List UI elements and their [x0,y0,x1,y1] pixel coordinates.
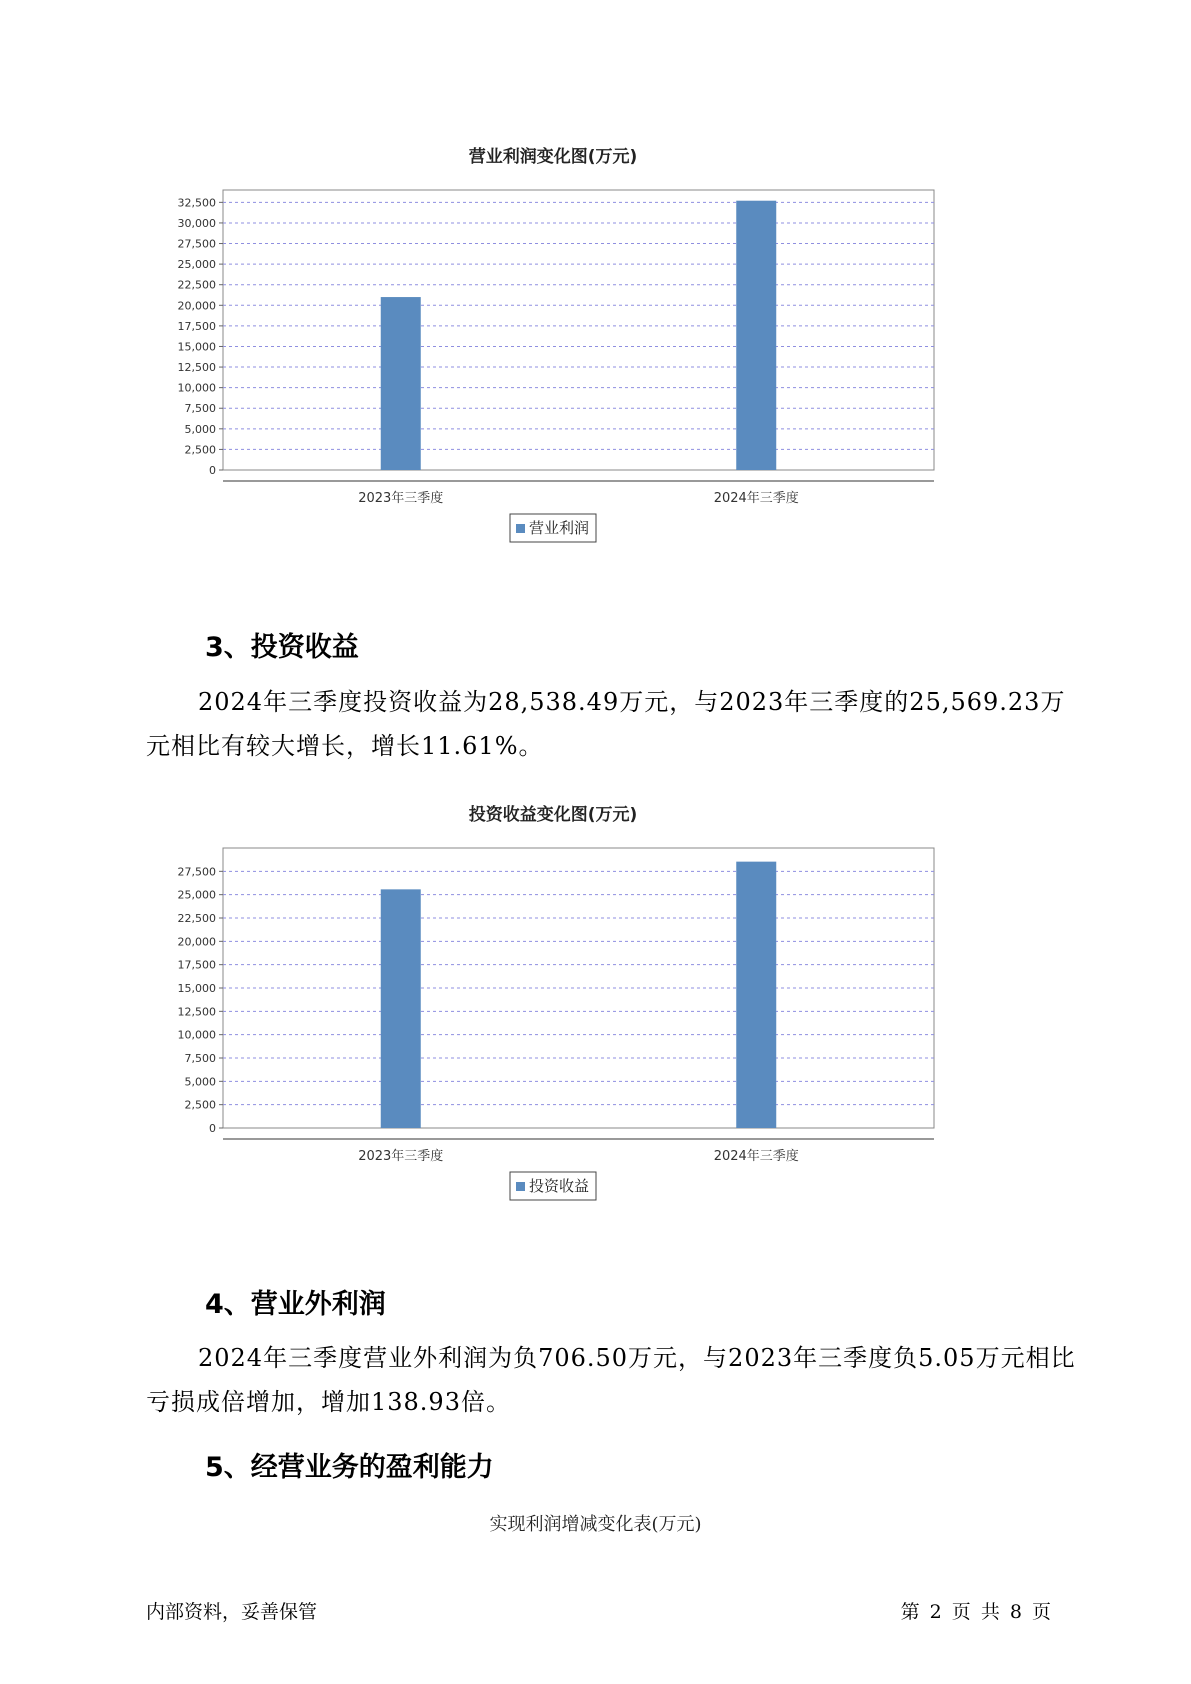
y-tick-label: 10,000 [177,1028,216,1042]
y-tick-label: 25,000 [177,258,216,272]
y-tick-label: 0 [209,464,216,477]
y-tick-label: 17,500 [177,958,216,972]
bar [381,297,421,470]
table-caption: 实现利润增减变化表(万元) [489,1514,702,1535]
y-tick-label: 25,000 [177,888,216,902]
chart-title: 营业利润变化图(万元) [468,147,638,167]
y-tick-label: 27,500 [177,865,216,879]
chart-title: 投资收益变化图(万元) [468,805,638,825]
y-tick-label: 15,000 [177,340,216,354]
y-tick-label: 20,000 [177,299,216,313]
y-tick-label: 22,500 [177,912,216,925]
y-tick-label: 12,500 [177,1005,216,1019]
y-tick-label: 0 [209,1122,216,1135]
legend-swatch [516,524,525,533]
x-tick-label: 2023年三季度 [358,1149,444,1164]
bar [736,201,776,470]
y-tick-label: 5,000 [184,422,216,436]
y-tick-label: 22,500 [177,278,216,292]
investment-income-chart-svg [150,798,1040,1248]
heading-business-profitability: 5、经营业务的盈利能力 [205,1452,494,1483]
y-tick-label: 30,000 [177,216,216,230]
x-tick-label: 2024年三季度 [713,491,799,506]
operating-profit-chart-svg [150,140,1040,590]
y-tick-label: 12,500 [177,361,216,375]
bar [736,862,776,1128]
legend-swatch [516,1182,525,1191]
x-tick-label: 2023年三季度 [358,491,444,506]
y-tick-label: 20,000 [177,935,216,949]
bar [381,889,421,1128]
y-tick-label: 2,500 [184,1098,216,1112]
investment-income-chart [150,798,1040,1248]
y-tick-label: 10,000 [177,381,216,395]
heading-non-operating-profit: 4、营业外利润 [205,1289,386,1320]
operating-profit-chart [150,140,1040,590]
legend-label: 投资收益 [529,1177,590,1195]
y-tick-label: 5,000 [184,1075,216,1089]
paragraph-investment-income: 2024年三季度投资收益为28,538.49万元，与2023年三季度的25,569.23万元相比有较大增长，增长11.61%。 [146,688,1066,760]
paragraph-non-operating-profit: 2024年三季度营业外利润为负706.50万元，与2023年三季度负5.05万元相比亏损成倍增加，增加138.93倍。 [146,1344,1076,1416]
x-tick-label: 2024年三季度 [713,1149,799,1164]
heading-investment-income: 3、投资收益 [205,632,359,663]
y-tick-label: 32,500 [177,196,216,210]
y-tick-label: 2,500 [184,443,216,457]
y-tick-label: 15,000 [177,982,216,995]
legend-label: 营业利润 [529,519,590,537]
footer-confidential-note: 内部资料，妥善保管 [146,1601,318,1623]
y-tick-label: 27,500 [177,237,216,251]
plot-area [223,190,934,470]
footer-page-number: 第 2 页 共 8 页 [900,1601,1051,1623]
y-tick-label: 7,500 [184,1052,216,1065]
y-tick-label: 17,500 [177,319,216,333]
y-tick-label: 7,500 [184,402,216,416]
